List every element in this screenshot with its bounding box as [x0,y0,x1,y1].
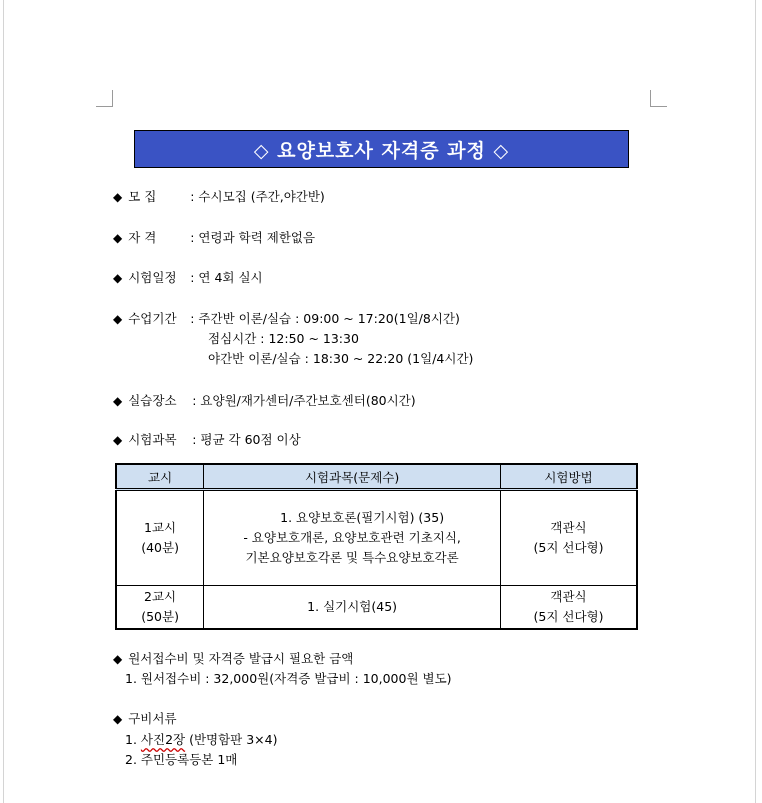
item-value: : 수시모집 (주간,야간반) [190,189,325,204]
table-header-cell: 시험과목(문제수) [204,464,501,490]
diamond-bullet-icon: ◆ [113,190,123,204]
page-edge-right [755,0,756,803]
table-header-cell: 교시 [116,464,204,490]
period-label: 2교시 [144,589,177,604]
period-duration: (50분) [141,609,179,624]
table-cell-method [501,586,637,630]
fees-line-1: 1. 원서접수비 : 32,000원(자격증 발급비 : 10,000원 별도) [125,671,452,686]
documents-heading-text: 구비서류 [128,711,177,726]
exam-table [115,463,638,630]
table-cell-subject [204,490,501,586]
diamond-bullet-icon: ◆ [113,712,123,726]
method-detail: (5지 선다형) [533,609,604,624]
margin-corner-top-right [650,90,667,107]
class-lunch-time: 점심시간 : 12:50 ~ 13:30 [208,331,359,346]
item-value: : 연 4회 실시 [190,270,263,285]
table-header-row [116,464,637,490]
subject-line: 1. 실기시험(45) [307,599,398,614]
item-exam-subjects [113,431,301,449]
item-recruit [113,188,325,206]
item-label: 수업기간 [128,311,177,326]
item-value: : 연령과 학력 제한없음 [190,230,316,245]
class-night-time: 야간반 이론/실습 : 18:30 ~ 22:20 (1일/4시간) [208,351,474,366]
page-edge-left [3,0,4,803]
diamond-bullet-icon: ◆ [113,312,123,326]
item-practice-place [113,392,416,410]
item-label: 시험일정 [128,270,177,285]
item-class-period [113,310,460,328]
item-value: : 주간반 이론/실습 : 09:00 ~ 17:20(1일/8시간) [190,311,460,326]
table-row [116,490,637,586]
period-duration: (40분) [141,540,179,555]
subject-line: 기본요양보호각론 및 특수요양보호각론 [245,550,459,565]
diamond-bullet-icon: ◆ [113,433,123,447]
item-qualify [113,229,315,247]
subject-line: - 요양보호개론, 요양보호관련 기초지식, [243,530,461,545]
diamond-bullet-icon: ◆ [113,231,123,245]
title-banner [134,130,629,168]
table-cell-subject [204,586,501,630]
table-row [116,586,637,630]
item-value: : 요양원/재가센터/주간보호센터(80시간) [192,393,416,408]
table-cell-period [116,586,204,630]
item-value: : 평균 각 60점 이상 [192,432,301,447]
margin-corner-top-left [96,90,113,107]
method-label: 객관식 [550,589,587,604]
diamond-bullet-icon: ◆ [113,652,123,666]
documents-line-1-number: 1. [125,732,137,747]
fees-heading [113,650,353,668]
method-label: 객관식 [550,520,587,535]
table-cell-period [116,490,204,586]
item-label: 자 격 [128,230,157,245]
table-header-cell: 시험방법 [501,464,637,490]
diamond-bullet-icon: ◆ [113,271,123,285]
documents-heading [113,710,177,728]
subject-line: 1. 요양보호론(필기시험) (35) [280,510,445,525]
table-cell-method [501,490,637,586]
fees-heading-text: 원서접수비 및 자격증 발급시 필요한 금액 [128,651,354,666]
method-detail: (5지 선다형) [533,540,604,555]
item-label: 시험과목 [128,432,177,447]
item-label: 실습장소 [128,393,177,408]
documents-line-1 [125,731,278,749]
item-label: 모 집 [128,189,157,204]
documents-photo-text: 사진2장 [140,732,186,747]
page-title: ◇ 요양보호사 자격증 과정 ◇ [253,139,510,162]
documents-line-2: 2. 주민등록등본 1매 [125,752,238,767]
diamond-bullet-icon: ◆ [113,394,123,408]
period-label: 1교시 [144,520,177,535]
item-exam-schedule [113,269,263,287]
documents-photo-size: (반명함판 3×4) [185,732,278,747]
